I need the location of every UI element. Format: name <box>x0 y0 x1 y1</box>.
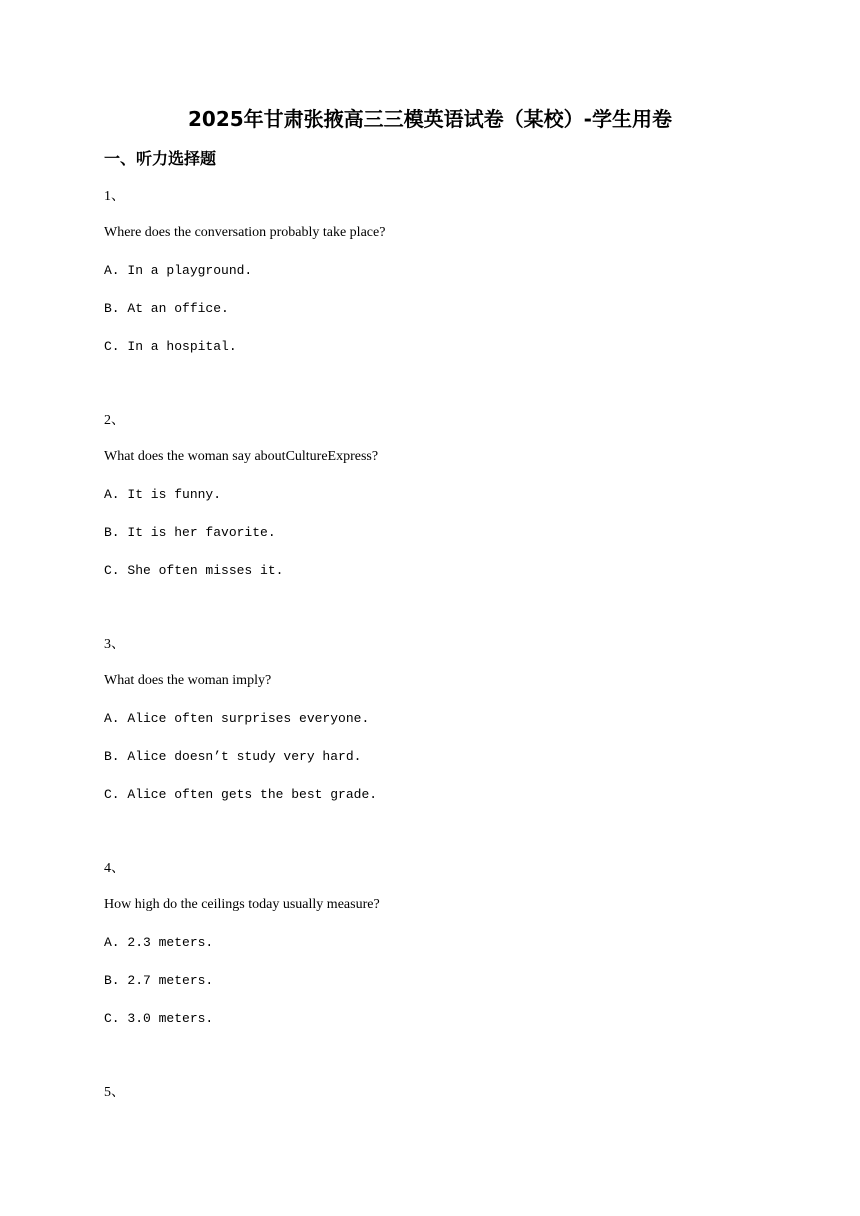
option-b: B. Alice doesn’t study very hard. <box>104 749 362 764</box>
question-4 <box>104 860 784 1028</box>
question-number: 3、 <box>104 637 125 652</box>
option-a: A. In a playground. <box>104 263 253 278</box>
question-number: 1、 <box>104 189 125 204</box>
option-c: C. Alice often gets the best grade. <box>104 787 378 802</box>
question-3 <box>104 636 784 804</box>
question-number: 5、 <box>104 1085 125 1100</box>
option-c: C. She often misses it. <box>104 563 284 578</box>
option-b: B. At an office. <box>104 301 229 316</box>
section-heading: 一、听力选择题 <box>104 149 217 168</box>
question-1 <box>104 188 784 356</box>
question-stem: What does the woman say aboutCultureExpress? <box>104 449 379 464</box>
option-a: A. It is funny. <box>104 487 222 502</box>
option-c: C. In a hospital. <box>104 339 237 354</box>
question-5 <box>104 1084 784 1102</box>
option-b: B. 2.7 meters. <box>104 973 214 988</box>
option-a: A. Alice often surprises everyone. <box>104 711 370 726</box>
document-title: 2025年甘肃张掖高三三模英语试卷（某校）-学生用卷 <box>188 107 672 131</box>
option-c: C. 3.0 meters. <box>104 1011 214 1026</box>
question-number: 4、 <box>104 861 125 876</box>
question-stem: What does the woman imply? <box>104 673 272 688</box>
question-number: 2、 <box>104 413 125 428</box>
question-stem: Where does the conversation probably take place? <box>104 225 386 240</box>
question-2 <box>104 412 784 580</box>
option-a: A. 2.3 meters. <box>104 935 214 950</box>
question-stem: How high do the ceilings today usually measure? <box>104 897 380 912</box>
option-b: B. It is her favorite. <box>104 525 276 540</box>
